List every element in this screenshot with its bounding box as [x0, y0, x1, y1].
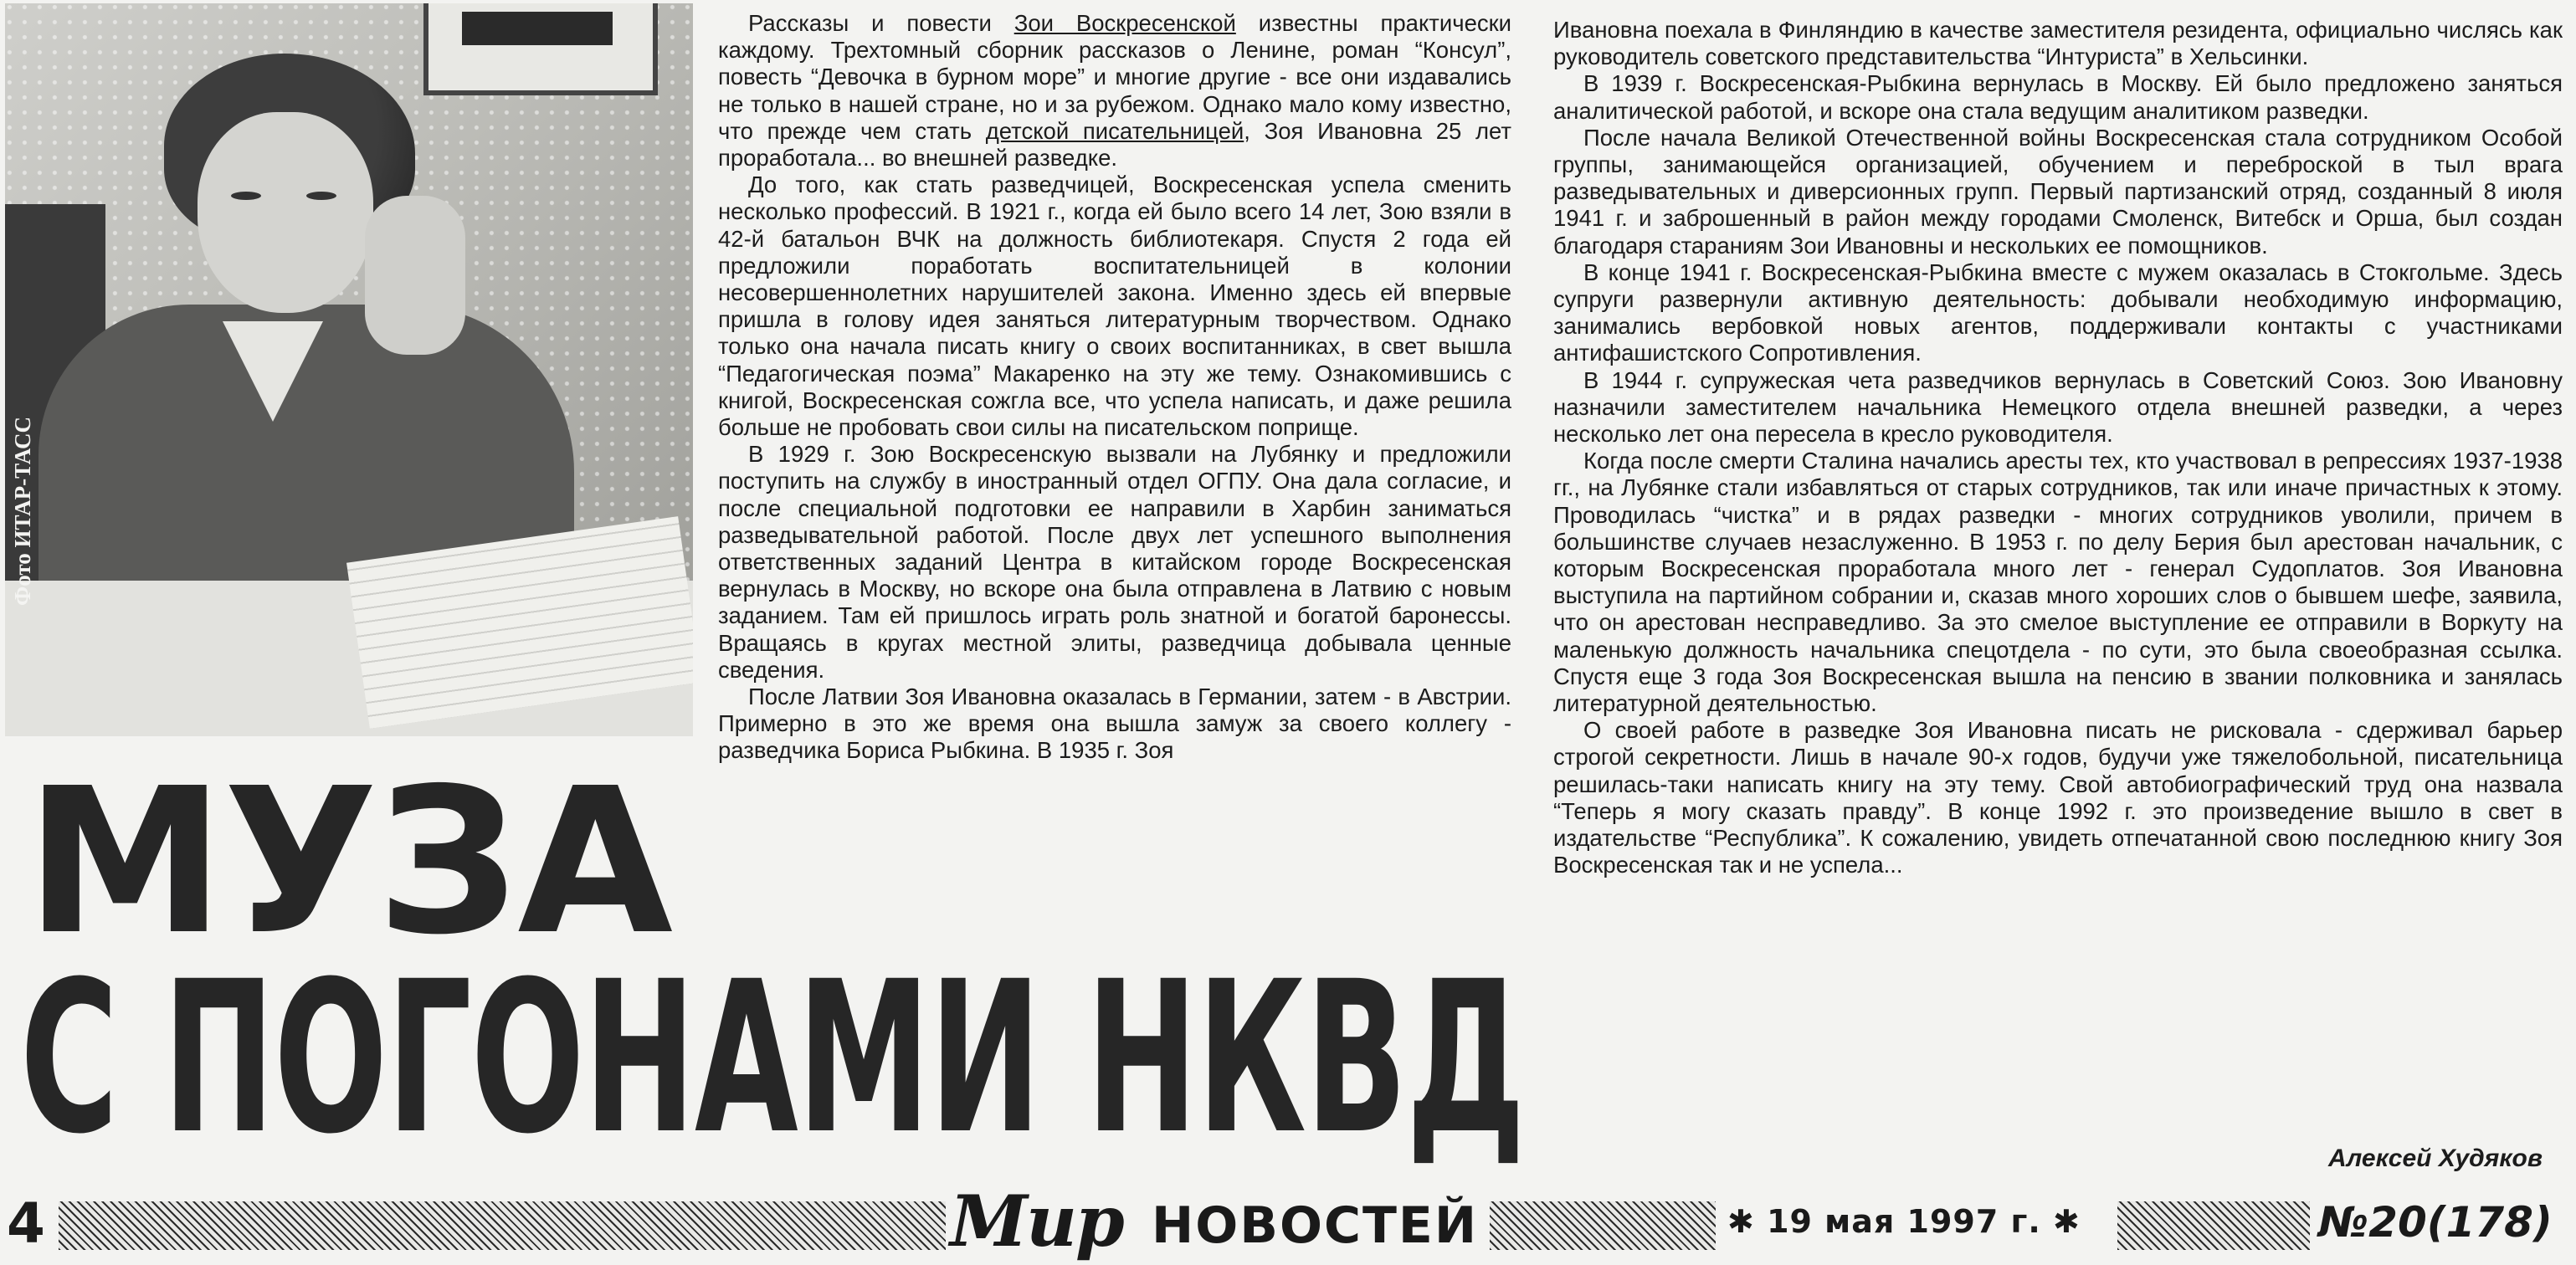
text-run: , Зоя Ивановна 25 лет проработала... во внешней разведке.	[718, 117, 1511, 172]
headline-line-2: С ПОГОНАМИ НКВД	[20, 936, 1525, 1180]
issue-number: №20(178)	[2318, 1198, 2553, 1247]
article-paragraph	[1553, 448, 2563, 717]
article-column-1	[718, 10, 1511, 765]
masthead-word: НОВОСТЕЙ	[1152, 1196, 1479, 1255]
headline-line-1: МУЗА	[25, 745, 672, 979]
underlined-phrase: детской писательницей	[985, 117, 1244, 144]
page-number: 4	[7, 1191, 45, 1256]
article-paragraph	[1553, 259, 2563, 367]
text-run: После Латвии Зоя Ивановна оказалась в Германии, затем - в Австрии. Примерно в это же время она вышла замуж за своего коллегу - разведчика Бориса Рыбкина. В 1935 г. Зоя	[718, 684, 1511, 764]
article-paragraph	[718, 684, 1511, 765]
article-paragraph	[1553, 70, 2563, 124]
text-run: Рассказы и повести	[748, 10, 1014, 36]
photo-credit	[10, 572, 177, 606]
masthead-script: Мир	[950, 1180, 1123, 1262]
article-paragraph	[718, 10, 1511, 172]
article-paragraph	[718, 441, 1511, 684]
portrait-face	[198, 112, 373, 313]
portrait-photo	[5, 3, 693, 736]
text-run: В 1939 г. Воскресенская-Рыбкина вернулась в Москву. Ей было предложено заняться аналитической работой, и вскоре она стала ведущим аналитиком разведки.	[1553, 70, 2563, 124]
text-run: Когда после смерти Сталина начались аресты тех, кто участвовал в репрессиях 1937-1938 гг., на Лубянке стали избавляться от старых сотрудников, так или иначе причастных к этому. Проводилась “чистка” и в рядах разведки - многих сотрудников уволили, причем в большинстве случаев незаслуженно. В 1953 г. по делу Берия был арестован начальник, с которым Воскресенская проработала много лет - генерал Судоплатов. Зоя Ивановна выступила на партийном собрании и, сказав много хороших слов о бывшем шефе, заявила, что он арестован несправедливо. За это смелое выступление ее отправили в Воркуту на маленькую должность начальника спецотдела - по сути, это была своеобразная ссылка. Спустя еще 3 года Зоя Воскресенская вышла на пенсию в звании полковника и занялась литературной деятельностью.	[1553, 448, 2563, 717]
issue-date: ✱ 19 мая 1997 г. ✱	[1727, 1203, 2081, 1240]
text-run: До того, как стать разведчицей, Воскресенская успела сменить несколько профессий. В 1921 г., когда ей было всего 14 лет, Зою взяли в 42-й батальон ВЧК на должность библиотекаря. Спустя 2 года ей предложили поработать воспитательницей в колонии несовершеннолетних нарушителей закона. Именно здесь ей впервые пришла в голову идея заняться литературным творчеством. Однако только она начала писать книгу о своих воспитанниках, в свет вышла “Педагогическая поэма” Макаренко на эту же тему. Ознакомившись с книгой, Воскресенская сожгла все, что успела написать, и даже решила больше не пробовать свои силы на писательском поприще.	[718, 172, 1511, 441]
footer-hatch-right	[2117, 1201, 2310, 1250]
article-paragraph	[1553, 17, 2563, 70]
text-run: В 1944 г. супружеская чета разведчиков вернулась в Советский Союз. Зою Ивановну назначили заместителем начальника Немецкого отдела внешней разведки, а через несколько лет она пересела в кресло руководителя.	[1553, 366, 2563, 448]
text-run: О своей работе в разведке Зоя Ивановна писать не рисковала - сдерживал барьер строгой секретности. Лишь в начале 90-х годов, будучи уже тяжелобольной, писательница решилась-таки написать книгу на эту тему. Свой автобиографический труд она назвала “Теперь я могу сказать правду”. В конце 1992 г. это произведение вышло в свет в издательстве “Республика”. К сожалению, увидеть отпечатанной свою последнюю книгу Зоя Воскресенская так и не успела...	[1553, 717, 2563, 878]
article-column-2	[1553, 17, 2563, 879]
footer-hatch-mid	[1490, 1201, 1716, 1250]
text-run: В 1929 г. Зою Воскресенскую вызвали на Лубянку и предложили поступить на службу в иностранный отдел ОГПУ. Она дала согласие, и после специальной подготовки ее направили в Харбин заниматься разведывательной работой. После двух лет успешного выполнения ответственных заданий Центра в китайском городе Воскресенская вернулась в Москву, но вскоре она была отправлена в Латвию с новым заданием. Там ей пришлось играть роль знатной и богатой баронессы. Вращаясь в кругах местной элиты, разведчица добывала ценные сведения.	[718, 441, 1511, 683]
author-signature: Алексей Худяков	[2327, 1145, 2543, 1172]
article-paragraph	[1553, 367, 2563, 448]
underlined-phrase: Зои Воскресенской	[1013, 10, 1236, 36]
article-paragraph	[718, 172, 1511, 441]
text-run: известны практически каждому. Трехтомный сборник рассказов о Ленине, роман “Консул”, повесть “Девочка в бурном море” и многие другие - все они издавались не только в нашей стране, но и за рубежом. Однако мало кому известно, что прежде чем стать	[718, 10, 1512, 144]
article-paragraph	[1553, 125, 2563, 259]
text-run: После начала Великой Отечественной войны Воскресенская стала сотрудником Особой группы, занимающейся организацией, обучением и переброской в тыл врага разведывательных и диверсионных групп. Первый партизанский отряд, созданный 8 июля 1941 г. и заброшенный в район между городами Смоленск, Витебск и Орша, был создан благодаря стараниям Зои Ивановны и нескольких ее помощников.	[1553, 124, 2563, 259]
text-run: Ивановна поехала в Финляндию в качестве заместителя резидента, официально числясь как руководитель советского представительства “Интуриста” в Хельсинки.	[1553, 17, 2563, 70]
text-run: В конце 1941 г. Воскресенская-Рыбкина вместе с мужем оказалась в Стокгольме. Здесь супруги развернули активную деятельность: добывали необходимую информацию, занимались вербовкой новых агентов, поддерживали контакты с участниками антифашистского Сопротивления.	[1553, 259, 2563, 366]
wall-picture	[423, 3, 658, 95]
page-footer	[0, 1180, 2576, 1265]
article-paragraph	[1553, 717, 2563, 878]
footer-hatch-left	[59, 1201, 946, 1250]
